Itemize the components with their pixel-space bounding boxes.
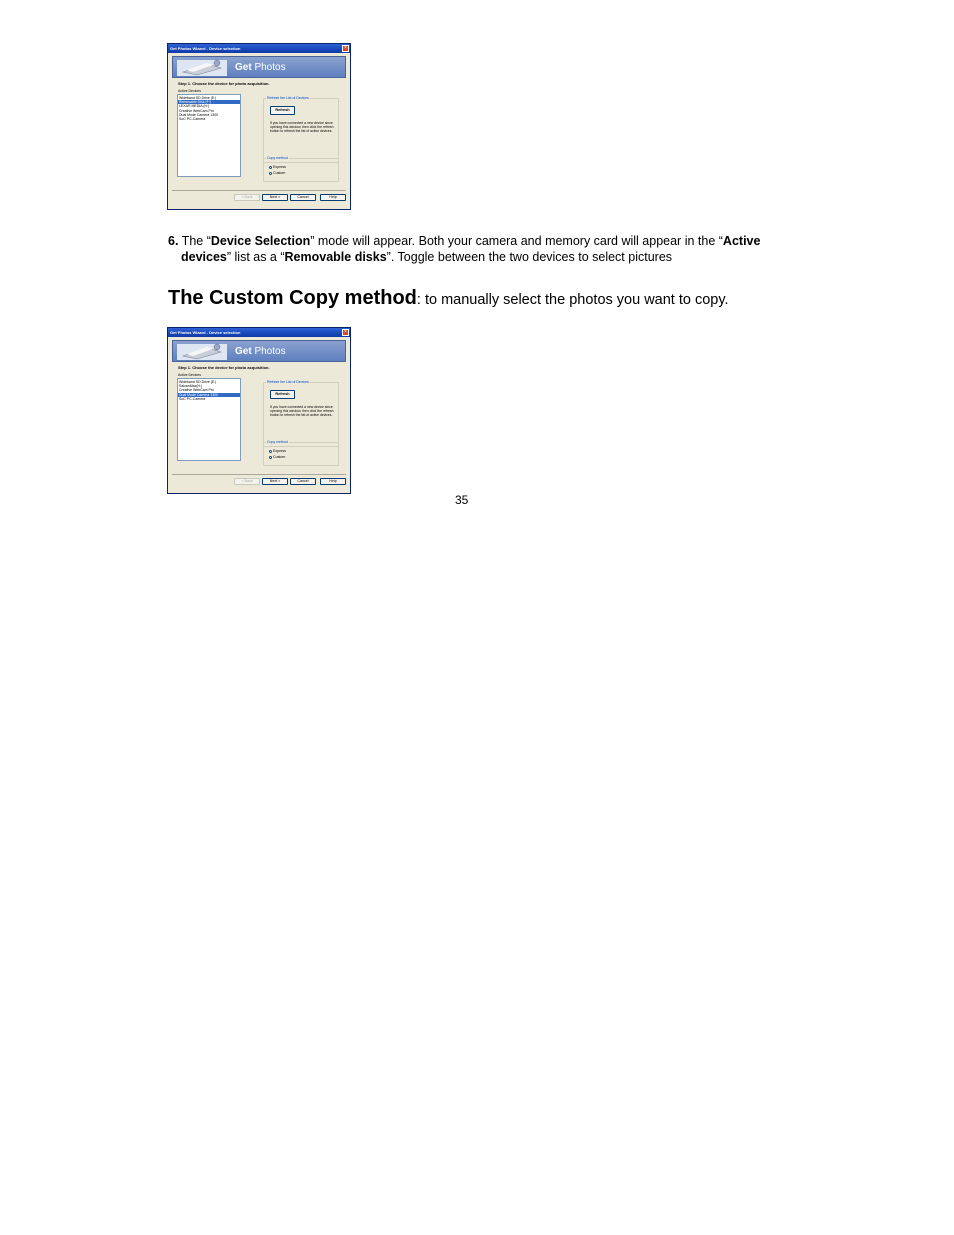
brand-text: Get Photos [235, 62, 286, 73]
custom-radio[interactable]: Custom [269, 455, 285, 459]
refresh-hint: If you have connected a new device since opening this window, then click the refresh button to refresh the list of active devices. [270, 121, 334, 133]
device-list-item[interactable]: LEXAR MEDIA (H:) [179, 104, 210, 109]
window-title: Get Photos Wizard - Device selection [170, 330, 241, 335]
next-button[interactable]: Next > [262, 478, 288, 485]
refresh-button[interactable]: Refresh [270, 390, 295, 399]
wizard-screenshot-2 [167, 327, 351, 494]
radio-dot [269, 166, 272, 169]
get-photos-banner [172, 56, 346, 78]
divider [172, 190, 346, 191]
step-number: 6. [168, 234, 179, 248]
refresh-group [263, 382, 339, 447]
scanner-camera-icon [177, 58, 227, 76]
radio-dot [269, 172, 272, 175]
express-radio[interactable]: Express [269, 165, 286, 169]
get-photos-banner [172, 340, 346, 362]
refresh-button[interactable]: Refresh [270, 106, 295, 115]
refresh-hint: If you have connected a new device since opening this window, then click the refresh button to refresh the list of active devices. [270, 405, 334, 417]
cancel-button[interactable]: Cancel [290, 194, 316, 201]
device-list-item[interactable]: Dual Mode Camera 1300 [178, 393, 240, 397]
page-number: 35 [455, 493, 469, 507]
cancel-button[interactable]: Cancel [290, 478, 316, 485]
copy-method-group [263, 158, 339, 182]
close-icon[interactable]: × [342, 45, 349, 52]
scanner-camera-icon [177, 342, 227, 360]
brand-text: Get Photos [235, 346, 286, 357]
back-button[interactable]: < Back [234, 478, 260, 485]
refresh-group-label: Refresh the List of Devices [267, 380, 309, 384]
active-devices-label: Active Devices [178, 89, 201, 93]
refresh-group-label: Refresh the List of Devices [267, 96, 309, 100]
refresh-group [263, 98, 339, 163]
device-list-item[interactable]: SoC PC-Camera [179, 396, 206, 401]
copy-method-label: Copy method [267, 440, 288, 444]
device-list-item[interactable]: Dual Mode Camera 1300 [179, 112, 219, 117]
step-6-paragraph: 6. The “Device Selection” mode will appear. Both your camera and memory card will appear in the “Active devices” list as a “Removable disks”. Toggle between the two devices to select pictures [168, 234, 761, 264]
device-list-item[interactable]: Creative WebCam Pro [179, 108, 214, 113]
window-title: Get Photos Wizard - Device selection [170, 46, 241, 51]
custom-radio[interactable]: Custom [269, 171, 285, 175]
help-button[interactable]: Help [320, 478, 346, 485]
custom-copy-heading [168, 287, 729, 310]
active-devices-label: Active Devices [178, 373, 201, 377]
help-button[interactable]: Help [320, 194, 346, 201]
copy-method-group [263, 442, 339, 466]
divider [172, 474, 346, 475]
back-button[interactable]: < Back [234, 194, 260, 201]
active-devices-list[interactable] [177, 94, 241, 177]
heading-description: : to manually select the photos you want to copy. [416, 292, 729, 308]
close-icon[interactable]: × [342, 329, 349, 336]
next-button[interactable]: Next > [262, 194, 288, 201]
copy-method-label: Copy method [267, 156, 288, 160]
active-devices-list[interactable] [177, 378, 241, 461]
heading-title: The Custom Copy method [168, 287, 417, 309]
device-list-item[interactable]: SoC PC-Camera [179, 116, 206, 121]
radio-dot [269, 456, 272, 459]
step-instruction: Step 1. Choose the device for photo acquisition. [178, 365, 270, 370]
title-bar [168, 328, 350, 337]
device-list-item[interactable]: Creative WebCam Pro [179, 388, 214, 393]
wizard-screenshot-1 [167, 43, 351, 210]
device-list-item[interactable]: Removable Disk (F:) [178, 100, 240, 104]
express-radio[interactable]: Express [269, 449, 286, 453]
device-list-item[interactable]: Wideband SD Drive (E:) [179, 380, 217, 384]
radio-dot [269, 450, 272, 453]
device-list-item[interactable]: SalvanMax(H:) [179, 384, 203, 389]
title-bar [168, 44, 350, 53]
device-list-item[interactable]: Wideband SD Drive (E:) [179, 96, 217, 100]
step-instruction: Step 1. Choose the device for photo acquisition. [178, 81, 270, 86]
